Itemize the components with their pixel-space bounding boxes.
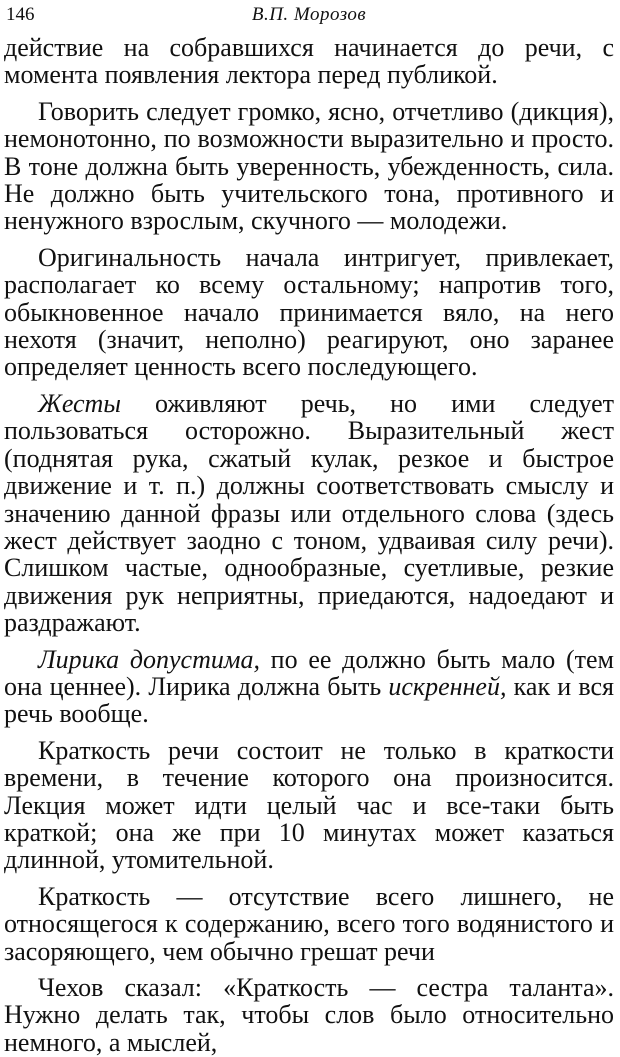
paragraph-text: действие на собравшихся начинается до речи, с момента появления лектора перед публикой. xyxy=(4,33,614,90)
paragraph-text: Говорить следует громко, ясно, отчетливо (дикция), немонотонно, по возможности выразительно и просто. В тоне должна быть уверенность, убежденность, сила. Не должно быть учительского тона, противного и ненужного взрослым, скучного — молодежи. xyxy=(4,96,614,236)
paragraph-text: как и вся речь вообще. xyxy=(4,671,614,729)
paragraph-originality xyxy=(4,244,614,381)
paragraph-text: Чехов сказал: «Краткость — сестра таланта». Нужно делать так, чтобы слов было относительно немного, а мыслей, xyxy=(4,973,614,1057)
italic-term: Лирика допустима, xyxy=(38,644,260,674)
paragraph-lyricism xyxy=(4,646,614,728)
paragraph-text: Краткость — отсутствие всего лишнего, не относящегося к содержанию, всего того водянистого и засоряющего, чем обычно грешат речи xyxy=(4,881,614,966)
italic-term: Жесты xyxy=(38,388,121,418)
running-head-author: В.П. Морозов xyxy=(251,4,367,25)
paragraph-gestures xyxy=(4,390,614,637)
paragraph-brevity-definition xyxy=(4,883,614,965)
paragraph-chekhov-quote xyxy=(4,974,614,1056)
page-number: 146 xyxy=(6,4,35,25)
paragraph-brevity-time xyxy=(4,737,614,874)
body-text xyxy=(4,34,614,1056)
paragraph-text: оживляют речь, но ими следует пользоваться осторожно. Выразительный жест (поднятая рука, сжатый кулак, резкое и быстрое движение и т. п.) должны соответствовать смыслу и значению данной фразы или отдельного слова (здесь жест действует заодно с тоном, удваивая силу речи). Слишком частые, однообразные, суетливые, резкие движения рук неприятны, приедаются, надоедают и раздражают. xyxy=(4,388,614,638)
page-header xyxy=(4,0,614,34)
paragraph-text: Оригинальность начала интригует, привлекает, располагает ко всему остальному; напротив того, обыкновенное начало принимается вяло, на него нехотя (значит, неполно) реагируют, оно заранее определяет ценность всего последующего. xyxy=(4,242,614,382)
paragraph-text: по ее должно быть мало (тем она ценнее). Лирика должна быть xyxy=(4,644,614,701)
paragraph-speech-manner xyxy=(4,98,614,235)
italic-word: искренней, xyxy=(388,671,507,701)
paragraph-text: Краткость речи состоит не только в краткости времени, в течение которого она произносится. Лекция может идти целый час и все-таки быть краткой; она же при 10 минутах может казаться длинной, утомительной. xyxy=(4,735,614,875)
paragraph-continued xyxy=(4,34,614,89)
